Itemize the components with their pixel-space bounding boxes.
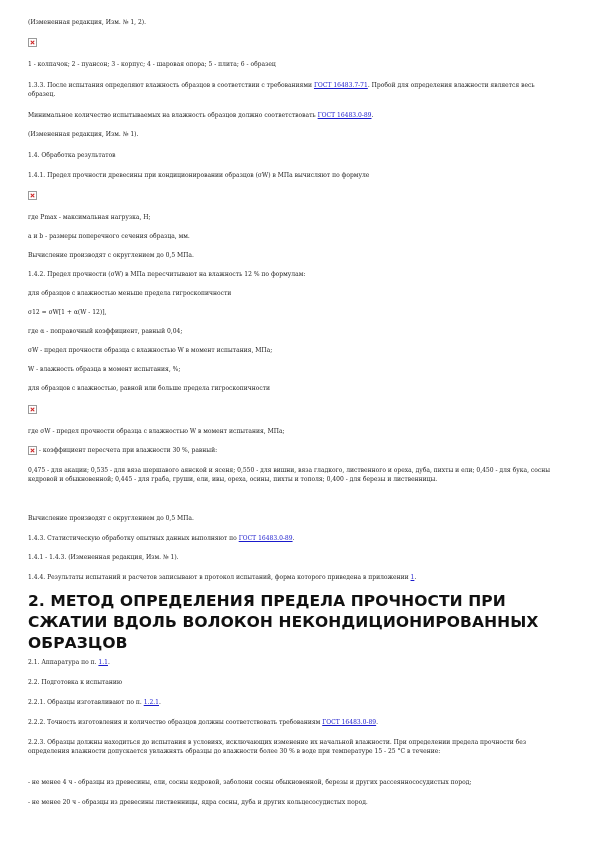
paragraph-1-4-4 [28,573,416,582]
paragraph-text: 2.1. Аппаратура по п. [28,659,97,666]
paragraph-2-2: 2.2. Подготовка к испытанию [28,679,123,686]
appendix-link-1[interactable]: 1 [410,574,415,581]
paragraph-2-2-2 [28,718,378,727]
gost-link-16483-0[interactable]: ГОСТ 16483.0-89 [317,112,372,119]
legend-sigma-w-2: где σW - предел прочности образца с влажностью W в момент испытания, МПа; [28,428,285,435]
gost-link-16483-7[interactable]: ГОСТ 16483.7-71 [313,82,368,89]
paragraph-text: 1.4.3. Статистическую обработку опытных данных выполняют по [28,535,237,542]
clause-link-1-1[interactable]: 1.1 [98,659,108,666]
paragraph-text: . [371,112,374,119]
amendment-note-1: (Измененная редакция, Изм. № 1, 2). [28,19,147,26]
paragraph-2-2-1 [28,698,161,707]
paragraph-text: . [414,574,417,581]
paragraph-text: 1.3.3. После испытания определяют влажность образцов в соответствии с требованиями [28,82,313,89]
paragraph-2-1 [28,658,110,667]
figure-legend: 1 - колпачок; 2 - пуансон; 3 - корпус; 4 - шаровая опора; 5 - плита; 6 - образец [28,61,276,68]
paragraph-text: 1.4.4. Результаты испытаний и расчетов записывают в протокол испытаний, форма которого приведена в приложении [28,574,409,581]
coefficient-values: 0,475 - для акации; 0,535 - для вяза шершавого аянской и ясеня; 0,550 - для вишни, вяза гладкого, лиственного и ореха, дуба, пихты и ели; 0,450 - для бука, сосны кедровой и обыкновенной; 0,445 - для граба, груши, ели, ивы, ореха, осины, пихты и тополя; 0,400 - для березы и лиственницы. [28,467,550,483]
case-above-saturation: для образцов с влажностью, равной или больше предела гигроскопичности [28,385,271,392]
paragraph-text: Минимальное количество испытываемых на влажность образцов должно соответствовать [28,112,316,119]
gost-link-16483-0[interactable]: ГОСТ 16483.0-89 [322,719,377,726]
broken-image-icon [28,38,37,47]
section-2-heading: 2. МЕТОД ОПРЕДЕЛЕНИЯ ПРЕДЕЛА ПРОЧНОСТИ ПРИ СЖАТИИ ВДОЛЬ ВОЛОКОН НЕКОНДИЦИОНИРОВАННЫХ ОБРАЗЦОВ [28,592,539,652]
paragraph-1-3-3 [28,81,558,99]
formula-legend-pmax: где Pmax - максимальная нагрузка, Н; [28,214,151,221]
formula-legend-ab: a и b - размеры поперечного сечения образца, мм. [28,233,190,240]
legend-sigma-w: σW - предел прочности образца с влажностью W в момент испытания, МПа; [28,347,273,354]
coefficient-line [28,446,217,455]
rounding-note-2: Вычисление производят с округлением до 0,5 МПа. [28,515,194,522]
coefficient-text: - коэффициент пересчета при влажности 30 %, равный: [38,447,218,454]
paragraph-text: . [159,699,161,706]
bullet-4h: - не менее 4 ч - образцы из древесины, ели, сосны кедровой, заболони сосны обыкновенной, березы и других рассеяннососудистых пород; [28,779,472,786]
paragraph-text: . [292,535,295,542]
paragraph-2-2-3: 2.2.3. Образцы должны находиться до испытания в условиях, исключающих изменение их начальной влажности. При определении предела прочности без определения влажности допускается увлажнять образцы до влажности более 30 % в воде при температуре 15 - 25 °С в течение: [28,739,527,755]
broken-image-icon [28,446,37,455]
clause-link-1-2-1[interactable]: 1.2.1 [143,699,159,706]
paragraph-text: 2.2.2. Точность изготовления и количество образцов должны соответствовать требованиям [28,719,321,726]
bullet-20h: - не менее 20 ч - образцы из древесины лиственницы, ядра сосны, дуба и других кольцесосудистых пород. [28,799,368,806]
paragraph-min-count [28,111,373,120]
gost-link-16483-0[interactable]: ГОСТ 16483.0-89 [238,535,293,542]
paragraph-1-4-1: 1.4.1. Предел прочности древесины при кондиционировании образцов (σW) в МПа вычисляют по формуле [28,172,370,179]
amendment-note-3: 1.4.1 - 1.4.3. (Измененная редакция, Изм. № 1). [28,554,179,561]
paragraph-text: . [376,719,379,726]
paragraph-text: 2.2.1. Образцы изготавливают по п. [28,699,142,706]
legend-alpha: где α - поправочный коэффициент, равный 0,04; [28,328,183,335]
section-heading-1-4: 1.4. Обработка результатов [28,152,116,159]
broken-image-icon [28,191,37,200]
amendment-note-2: (Измененная редакция, Изм. № 1). [28,131,139,138]
rounding-note: Вычисление производят с округлением до 0,5 МПа. [28,252,194,259]
paragraph-text: . [107,659,110,666]
legend-w: W - влажность образца в момент испытания, %; [28,366,181,373]
case-below-saturation: для образцов с влажностью меньше предела гигроскопичности [28,290,232,297]
paragraph-text: . Пробой для определения влажности является весь образец. [28,82,535,98]
paragraph-1-4-2: 1.4.2. Предел прочности (σW) в МПа пересчитывают на влажность 12 % по формулам: [28,271,306,278]
formula-sigma12: σ12 = σW[1 + α(W - 12)], [28,309,107,316]
paragraph-1-4-3 [28,534,294,543]
broken-image-icon [28,405,37,414]
